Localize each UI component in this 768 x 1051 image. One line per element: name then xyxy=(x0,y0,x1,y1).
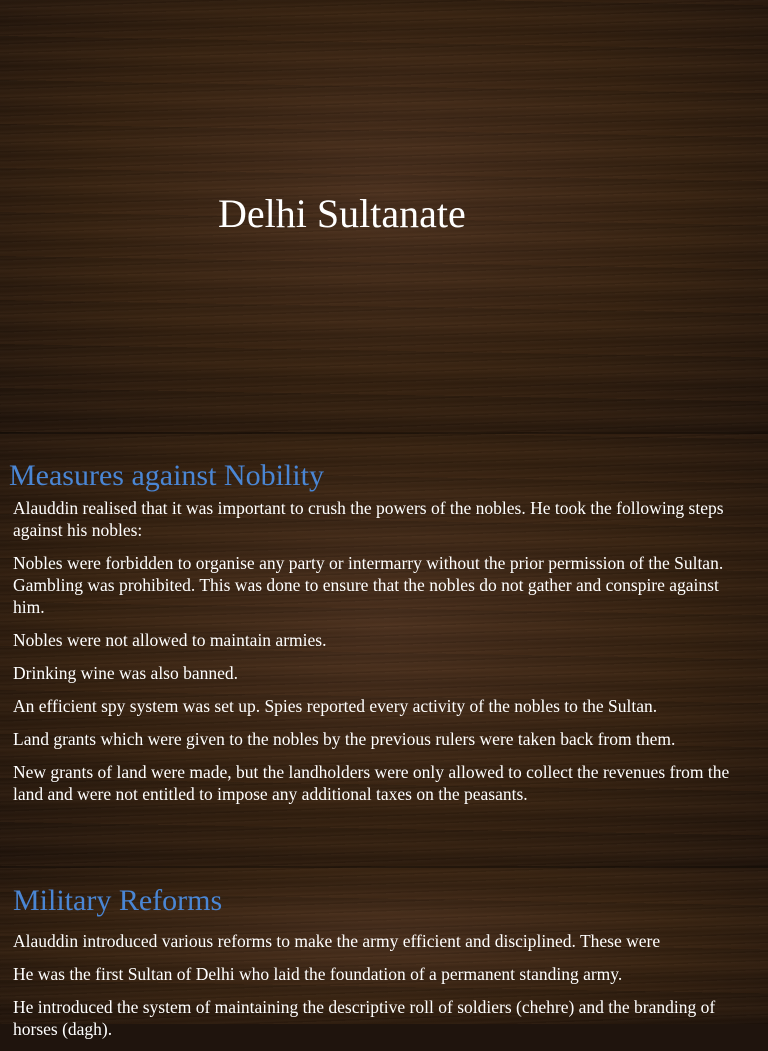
military-heading: Military Reforms xyxy=(13,884,223,917)
paragraph: New grants of land were made, but the landholders were only allowed to collect the revenues from the land and were not entitled to impose any additional taxes on the peasants. xyxy=(13,762,730,804)
paragraph: Nobles were forbidden to organise any party or intermarry without the prior permission of the Sultan. Gambling was prohibited. This was done to ensure that the nobles do not gather and conspire against him. xyxy=(13,553,724,617)
slide-title: Delhi Sultanate xyxy=(218,191,466,236)
paragraph: He introduced the system of maintaining the descriptive roll of soldiers (chehre) and the branding of horses (dagh). xyxy=(13,997,716,1039)
paragraph: Alauddin realised that it was important to crush the powers of the nobles. He took the following steps against his nobles: xyxy=(13,498,724,540)
paragraph: Nobles were not allowed to maintain armies. xyxy=(13,630,327,650)
paragraph: He was the first Sultan of Delhi who laid the foundation of a permanent standing army. xyxy=(13,964,623,984)
paragraph: An efficient spy system was set up. Spies reported every activity of the nobles to the Sultan. xyxy=(13,696,658,716)
military-slide xyxy=(0,866,768,1039)
nobility-heading: Measures against Nobility xyxy=(9,459,324,492)
nobility-paragraph-list xyxy=(13,497,753,816)
paragraph: Alauddin introduced various reforms to make the army efficient and disciplined. These were xyxy=(13,931,661,951)
paragraph: Land grants which were given to the nobles by the previous rulers were taken back from them. xyxy=(13,729,676,749)
title-slide xyxy=(0,0,768,432)
paragraph: Drinking wine was also banned. xyxy=(13,663,239,683)
title-container xyxy=(218,190,466,237)
nobility-slide xyxy=(0,432,768,866)
military-paragraph-list xyxy=(13,930,753,1051)
